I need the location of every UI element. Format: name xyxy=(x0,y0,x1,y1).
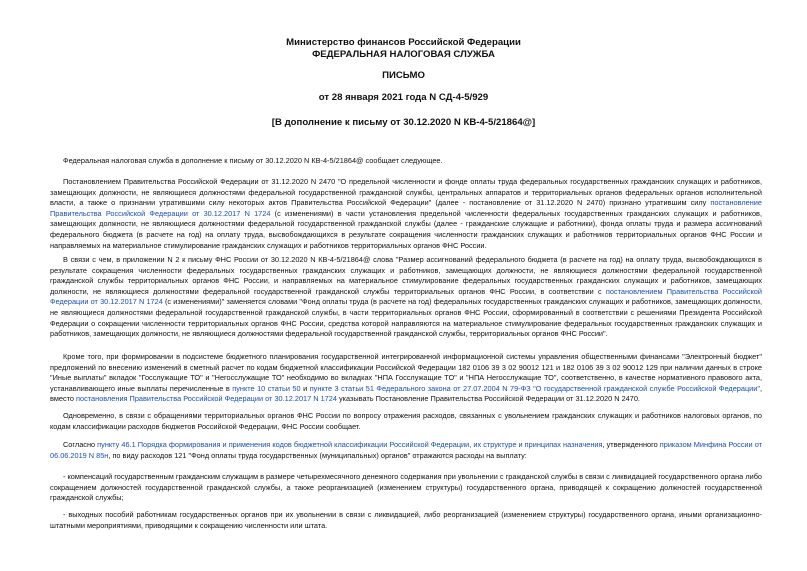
article-50-link[interactable]: пункте 10 статьи 50 xyxy=(232,383,301,393)
paragraph-electronic-budget: Кроме того, при формировании в подсистеме бюджетного планирования государственной интегрированной информационной системы управления общественными финансами "Электронный бюджет" предложений по внесению изменений в сметный расчет по кодам бюджетной классификации Российской Федерации 182 0106 39 3 02 90012 121 и 182 0106 39 3 02 90012 129 при наличии данных в строке "Иные выплаты" вкладок "Госслужащие ТО" и "Негосслужащие ТО" необходимо во вкладках "НПА Госслужащие ТО" и "НПА Негосслужащие ТО", соответственно, в качестве нормативного правового акта, устанавливающего иные выплаты перечисленные в пункте 10 статьи 50 и пункте 3 статьи 51 Федерального закона от 27.07.2004 N 79-ФЗ "О государственной гражданской службе Российской Федерации", вместо постановления Правительства Российской Федерации от 30.12.2017 N 1724 указывать Постановление Правительства Российской Федерации от 31.12.2020 N 2470. xyxy=(50,352,763,404)
paragraph-replacement: В связи с чем, в приложении N 2 к письму ФНС России от 30.12.2020 N КВ-4-5/21864@ слова "Размер ассигнований федерального бюджета (в расчете на год) на оплату труда, высвобождающихся в результате сокращения численности федеральных государственных гражданских служащих и работников, замещающих должности, не являющиеся должностями федеральной государственной гражданской службы территориальных органов ФНС России, и направляемых на материальное стимулирование федеральных государственных гражданских служащих и работников, замещающих должности, не являющиеся должностями федеральной государственной гражданской службы территориальных органов ФНС России, в соответствии с постановлением Правительства Российской Федерации от 30.12.2017 N 1724 (с изменениями)" заменяется словами "Фонд оплаты труда (в расчете на год) федеральных государственных гражданских служащих и работников, замещающих должности, не являющиеся должностями федеральной государственной гражданской службы, в части территориальных органов ФНС России, сформированный в соответствии с решениями Президента Российской Федерации о сокращении численности территориальных органов ФНС России, средства которой направляются на материальное стимулирование федеральных государственных гражданских служащих и работников, замещающих должности, не являющиеся должностями федеральной государственной гражданской службы, территориальных органов ФНС России". xyxy=(50,255,763,339)
minfin-order-link[interactable]: приказом Минфина России от 06.06.2019 N 85н xyxy=(50,440,762,460)
decree-1724-link-2[interactable]: постановлением Правительства Российской Федерации от 30.12.2017 N 1724 xyxy=(50,286,762,307)
decree-1724-link[interactable]: постановление Правительства Российской Федерации от 30.12.2017 N 1724 xyxy=(50,198,762,218)
ministry-heading: Министерство финансов Российской Федерации xyxy=(286,37,521,48)
paragraph-order: Согласно пункту 46.1 Порядка формирования и применения кодов бюджетной классификации Российской Федерации, их структуре и принципах назначения, утвержденного приказом Минфина России от 06.06.2019 N 85н, по виду расходов 121 "Фонд оплаты труда государственных (муниципальных) органов" отражаются расходы на выплату: xyxy=(50,440,762,460)
decree-1724-link-3[interactable]: постановления Правительства Российской Федерации от 30.12.2017 N 1724 xyxy=(76,394,337,404)
addendum-heading: [В дополнение к письму от 30.12.2020 N КВ-4-5/21864@] xyxy=(271,117,536,128)
date-number-heading: от 28 января 2021 года N СД-4-5/929 xyxy=(318,92,489,103)
paragraph-decree: Постановлением Правительства Российской Федерации от 31.12.2020 N 2470 "О предельной численности и фонде оплаты труда федеральных государственных гражданских служащих и работников, замещающих должности, не являющиеся должностями федеральной государственной гражданской службы, центральных аппаратов и территориальных органов федеральных органов исполнительной власти, а также о признании утратившими силу некоторых актов Правительства Российской Федерации" (далее - постановление от 31.12.2020 N 2470) признано утратившим силу постановление Правительства Российской Федерации от 30.12.2017 N 1724 (с изменениями) в части установления предельной численности федеральных государственных гражданских служащих и работников, замещающих должности, не являющиеся должностями федеральной государственной гражданской службы (далее - гражданские служащие и работники), фонда оплаты труда и размера ассигнований федерального бюджета (в расчете на год) на оплату труда, высвобождающихся в результате сокращения численности гражданских служащих и работников территориальных органов ФНС России и направляемых на материальное стимулирование гражданских служащих и работников территориальных органов ФНС России. xyxy=(50,177,762,250)
paragraph-compensation: - компенсаций государственным гражданским служащим в размере четырехмесячного денежного содержания при увольнении с гражданской службы в связи с ликвидацией государственного органа либо сокращением должностей государственной гражданской службы, а также реорганизацией (изменением структуры) государственного органа, приводящей к сокращению должностей государственной гражданской службы; xyxy=(50,472,762,503)
doc-type-heading: ПИСЬМО xyxy=(382,70,425,81)
paragraph-intro: Федеральная налоговая служба в дополнение к письму от 30.12.2020 N КВ-4-5/21864@ сообщает следующее. xyxy=(63,156,443,165)
article-51-law-link[interactable]: пункте 3 статьи 51 Федерального закона от 27.07.2004 N 79-ФЗ "О государственной гражданской службе Российской Федерации" xyxy=(309,383,760,393)
service-heading: ФЕДЕРАЛЬНАЯ НАЛОГОВАЯ СЛУЖБА xyxy=(312,49,495,60)
paragraph-severance: - выходных пособий работникам государственных органов при их увольнении в связи с ликвидацией, либо реорганизацией (изменением структуры) государственного органа, иными организационно-штатными мероприятиями, приводящими к сокращению численности или штата. xyxy=(50,510,762,530)
paragraph-dismissal: Одновременно, в связи с обращениями территориальных органов ФНС России по вопросу отражения расходов, связанных с увольнением гражданских служащих и работников налоговых органов, по кодам классификации расходов бюджетов Российской Федерации, ФНС России сообщает. xyxy=(50,411,762,431)
procedure-point-46-link[interactable]: пункту 46.1 Порядка формирования и применения кодов бюджетной классификации Российской Федерации, их структуре и принципах назначения xyxy=(97,440,603,449)
